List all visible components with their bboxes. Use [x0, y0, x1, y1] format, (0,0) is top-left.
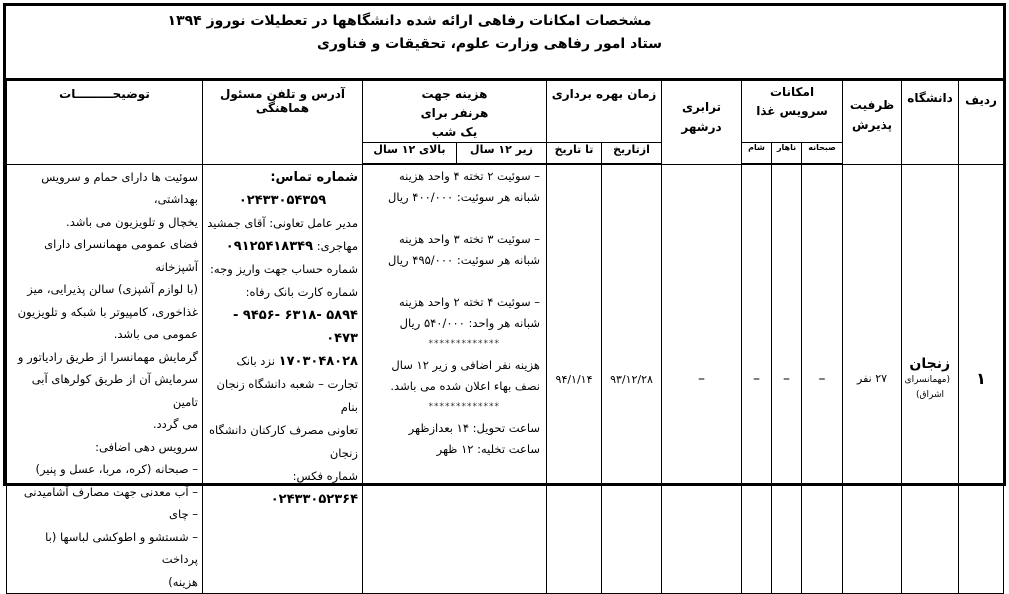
header-university [902, 79, 959, 165]
from-date-cell [602, 164, 662, 594]
document-header [6, 6, 1003, 81]
lunch-cell: – [772, 164, 802, 594]
card-label: شماره کارت بانک رفاه: [245, 284, 358, 299]
phone-label: شماره تماس: [270, 169, 358, 185]
header-food-services-label: امکانات سرویس غذا [756, 85, 828, 118]
university-cell [902, 164, 959, 594]
bank-branch: تجارت – شعبه دانشگاه زنجان بنام [216, 376, 358, 414]
header-row-number-label: ردیف [965, 93, 997, 107]
header-description [7, 79, 203, 165]
cost-cell [363, 164, 547, 594]
header-cost-per-person [363, 79, 547, 143]
header-cost-per-person-label: هزینه جهت هرنفر برای یک شب [420, 87, 489, 139]
bank-label: نزد بانک [236, 353, 275, 368]
cost-line: – سوئیت ۲ تخته ۴ واحد هزینه [398, 169, 540, 183]
document-subtitle: ستاد امور رفاهی وزارت علوم، تحقیقات و فناوری [317, 36, 662, 52]
capacity-cell [843, 164, 902, 594]
separator-stars: ************* [428, 402, 500, 412]
description-line: یخچال و تلویزیون می باشد. [66, 214, 198, 229]
manager-mobile: ۰۹۱۲۵۴۱۸۳۴۹ [225, 238, 314, 254]
header-from-date: ازتاریخ [602, 143, 662, 165]
manager-line: مدیر عامل تعاونی: آقای جمشید [207, 215, 358, 230]
description-line: سرویس دهی اضافی: [95, 439, 198, 454]
document-title: مشخصات امکانات رفاهی ارائه شده دانشگاهها در تعطیلات نوروز ۱۳۹۴ [167, 13, 652, 29]
header-city-transport [662, 79, 742, 165]
cost-line: شبانه هر سوئیت: ۴۹۵/۰۰۰ ریال [388, 253, 540, 267]
cost-line: شبانه هر واحد: ۵۴۰/۰۰۰ ریال [399, 316, 540, 330]
header-capacity [843, 79, 902, 165]
dinner-cell: – [742, 164, 772, 594]
fax-line [207, 465, 358, 511]
header-dinner: شام [742, 143, 772, 165]
manager-surname: مهاجری: [316, 238, 358, 253]
card-number: ۵۸۹۴ -۶۳۱۸ -۹۴۵۶ - ۰۴۷۳ [232, 307, 358, 346]
facilities-table [6, 78, 1004, 594]
description-line: سوئیت ها دارای حمام و سرویس بهداشتی، [41, 169, 198, 206]
description-line: غذاخوری، کامپیوتر با شبکه و تلویزیون [17, 304, 198, 319]
account-line [207, 350, 358, 373]
breakfast-cell: – [802, 164, 843, 594]
bank-owner: تعاونی مصرف کارکنان دانشگاه [208, 422, 358, 437]
description-line: هزینه) [168, 574, 198, 589]
cost-line [367, 208, 540, 229]
description-line: سرمایش آن از طریق کولرهای آبی تامین [31, 372, 198, 409]
cost-line: هزینه نفر اضافی و زیر ۱۲ سال [391, 358, 540, 372]
header-description-label: توضیحـــــــــات [59, 87, 150, 101]
header-breakfast: صبحانه [802, 143, 843, 165]
to-date-value: ۹۴/۱/۱۴ [555, 372, 593, 386]
description-line: عمومی می باشد. [113, 327, 198, 341]
university-name: زنجان [909, 355, 951, 372]
description-line: – صبحانه (کره، مربا، عسل و پنیر) [35, 462, 198, 476]
header-to-date: تا تاریخ [547, 143, 602, 165]
description-line: – شستشو و اطوکشی لباسها (با پرداخت [45, 529, 198, 566]
table-row [7, 164, 1004, 594]
account-label: شماره حساب جهت واریز وجه: [210, 261, 358, 276]
document-sheet [3, 3, 1006, 589]
header-address-phone [203, 79, 363, 165]
row-number-cell [959, 164, 1004, 594]
header-row-number [959, 79, 1004, 165]
header-university-label: دانشگاه [907, 91, 953, 105]
separator-stars: ************* [428, 339, 500, 349]
bank-owner-city: زنجان [329, 445, 358, 460]
phone-number: ۰۲۴۳۳۰۵۴۳۵۹ [238, 192, 327, 208]
description-line: گرمایش مهمانسرا از طریق رادیاتور و [17, 349, 198, 364]
header-under-12: زیر ۱۲ سال [457, 143, 547, 165]
header-usage-period [547, 79, 662, 143]
city-transport-cell: – [662, 164, 742, 594]
cost-line: شبانه هر سوئیت: ۴۰۰/۰۰۰ ریال [388, 190, 540, 204]
header-usage-period-label: زمان بهره برداری [551, 87, 657, 101]
university-guesthouse: (مهمانسرای اشراق) [904, 374, 951, 400]
to-date-cell [547, 164, 602, 594]
header-over-12: بالای ۱۲ سال [363, 143, 457, 165]
account-number: ۱۷۰۳۰۴۸۰۲۸ [278, 353, 358, 369]
description-line: می گردد. [152, 417, 198, 431]
checkout-time: ساعت تخلیه: ۱۲ ظهر [436, 442, 540, 456]
description-line: – چای [168, 507, 198, 521]
checkin-time: ساعت تحویل: ۱۴ بعدازظهر [408, 421, 540, 435]
description-line: – آب معدنی جهت مصارف آشامیدنی [23, 484, 198, 499]
from-date-value: ۹۳/۱۲/۲۸ [610, 372, 653, 386]
cost-line: نصف بهاء اعلان شده می باشد. [390, 379, 540, 393]
description-line: فضای عمومی مهمانسرای دارای آشپزخانه [44, 237, 198, 274]
description-line: (با لوازم آشپزی) سالن پذیرایی، میز [27, 282, 198, 296]
description-cell [7, 164, 203, 594]
header-address-phone-label: آدرس و تلفن مسئول هماهنگی [219, 87, 346, 115]
capacity-value: ۲۷ نفر [857, 372, 888, 386]
header-capacity-label: ظرفیت پذیرش [849, 98, 895, 132]
header-lunch: ناهار [772, 143, 802, 165]
cost-line: – سوئیت ۴ تخته ۲ واحد هزینه [398, 295, 540, 309]
header-city-transport-label: ترابری درشهر [681, 100, 722, 134]
contact-cell [203, 164, 363, 594]
fax-number: ۰۲۴۳۳۰۵۲۳۶۴ [270, 491, 358, 507]
cost-line: – سوئیت ۳ تخته ۳ واحد هزینه [398, 232, 540, 246]
fax-label: شماره فکس: [292, 468, 358, 483]
header-food-services [742, 79, 843, 143]
row-number: ۱ [976, 369, 986, 389]
manager-mobile-line [207, 235, 358, 258]
cost-line [367, 271, 540, 292]
